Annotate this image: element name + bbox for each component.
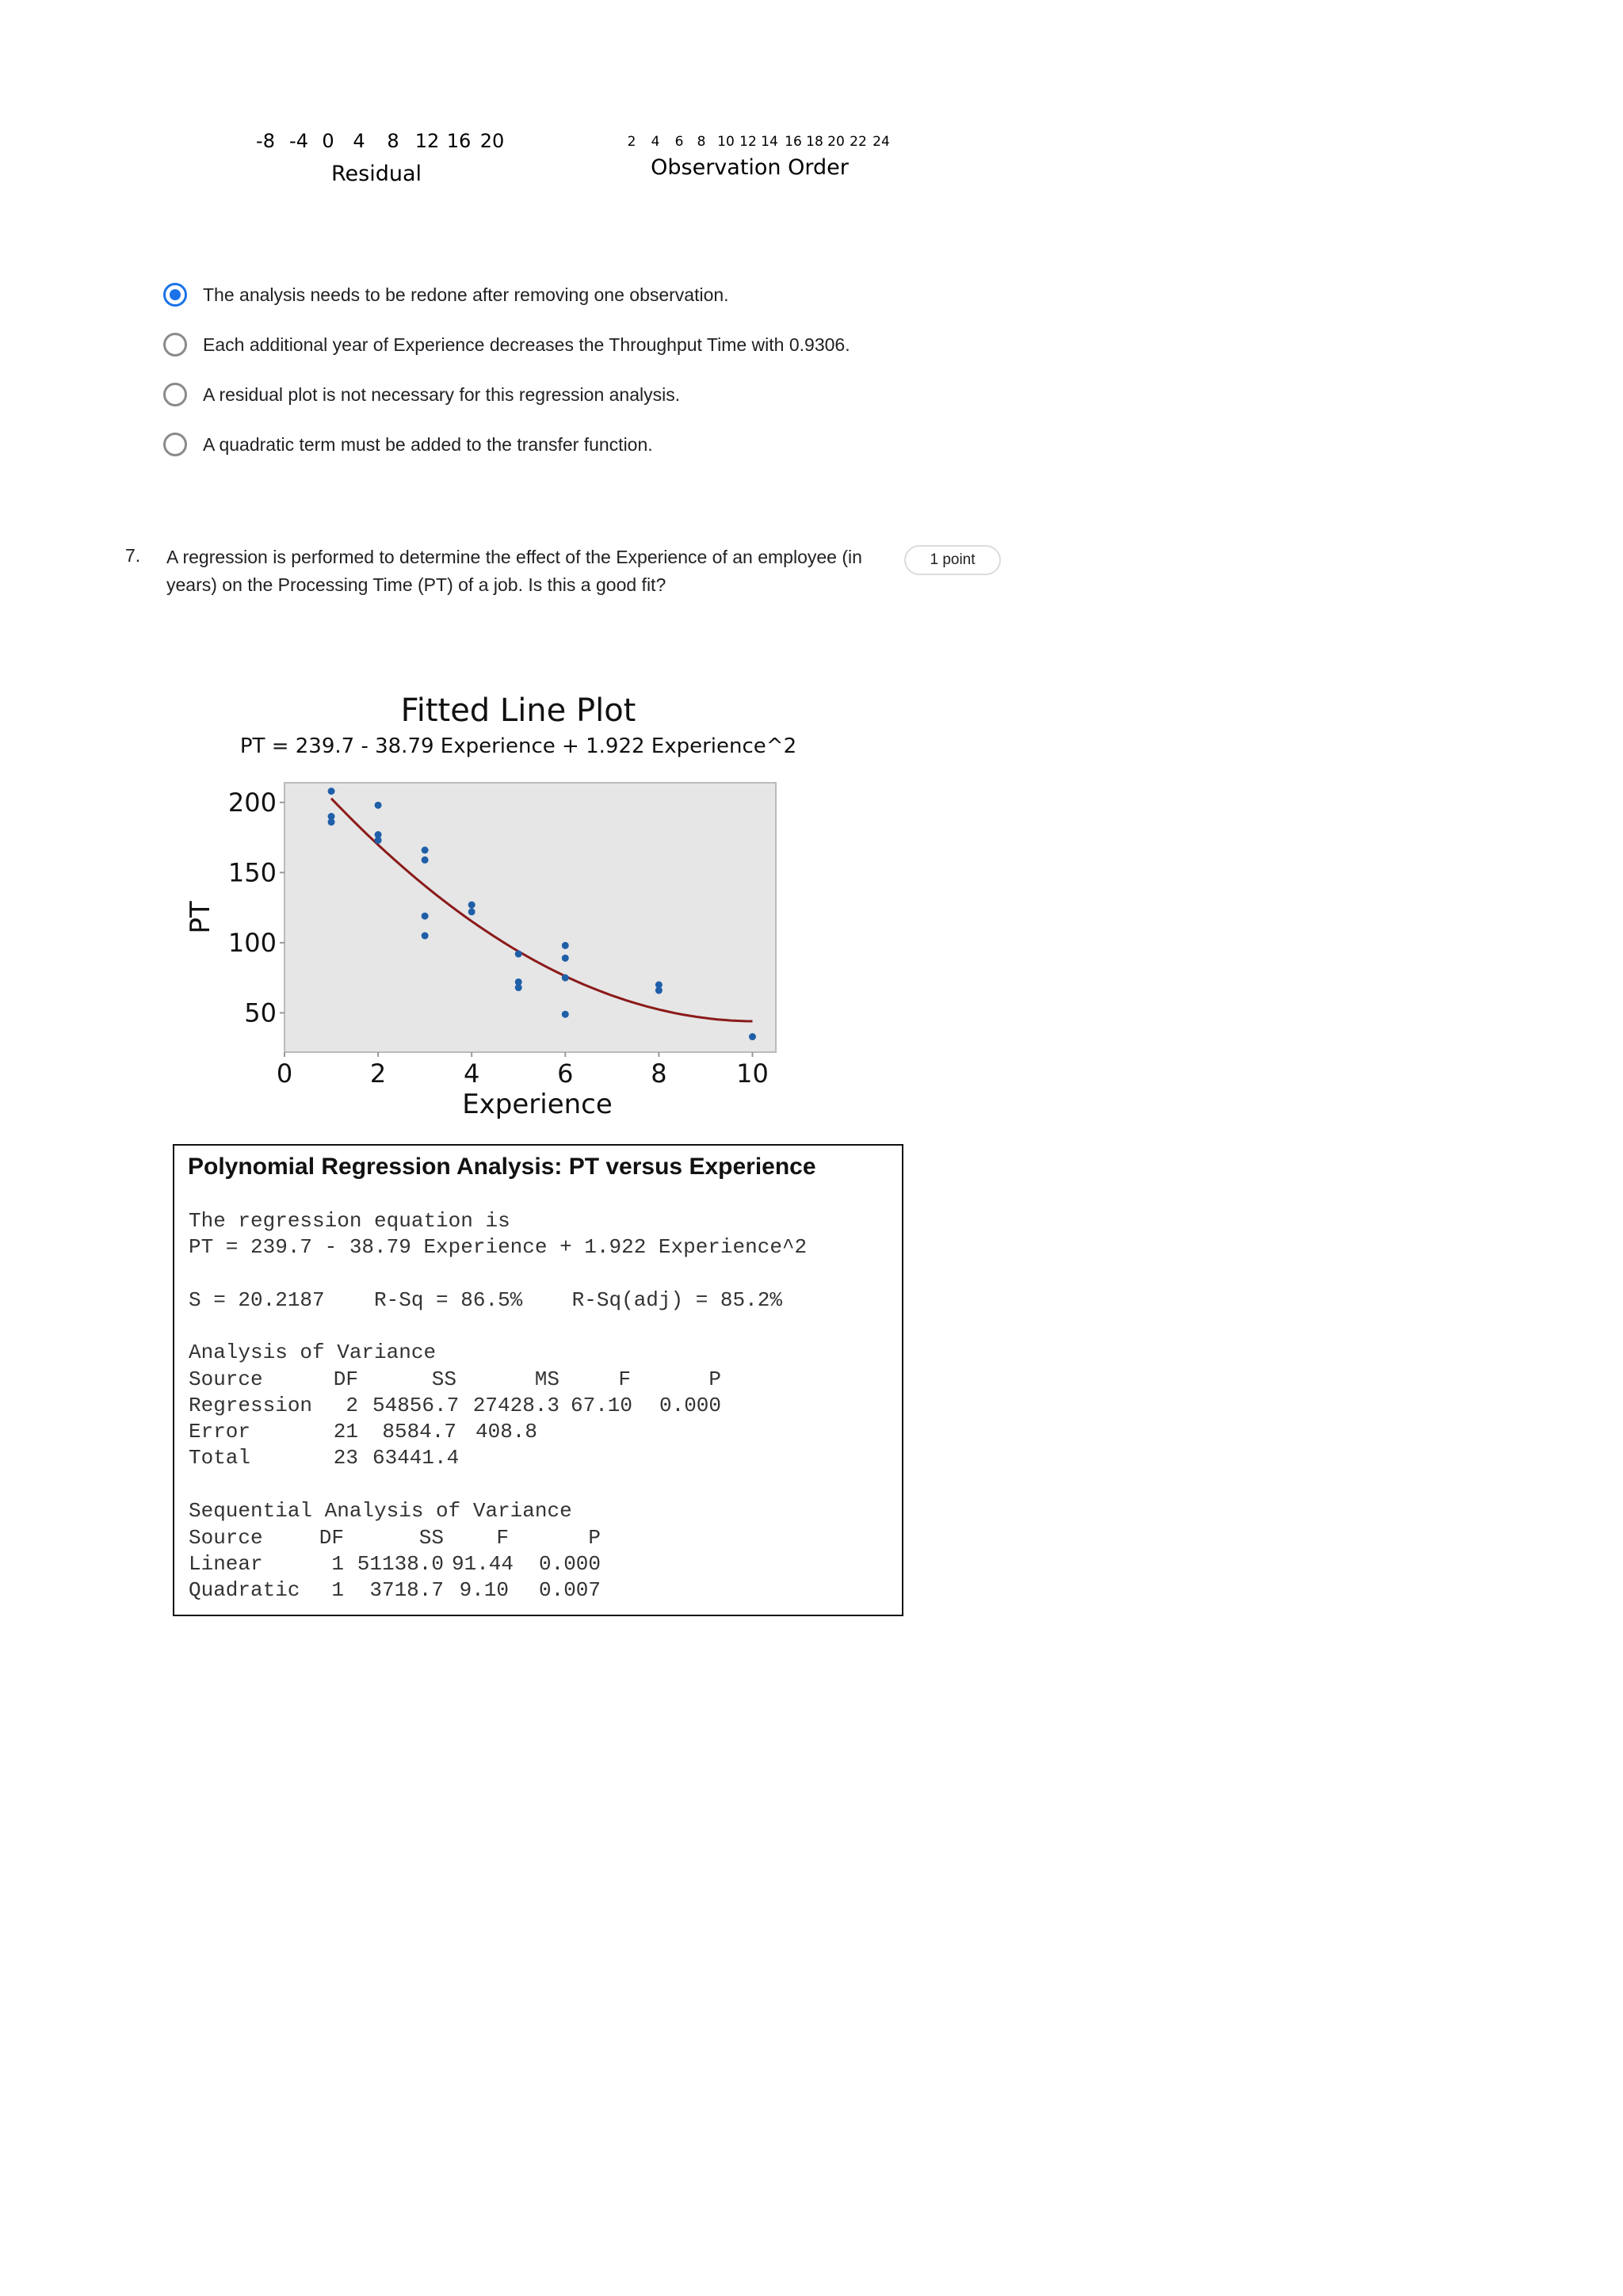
seq-cell: 3718.7	[369, 1578, 444, 1602]
data-point	[468, 908, 475, 915]
anova-cell: 2	[346, 1394, 358, 1417]
seq-cell: Linear	[189, 1552, 263, 1576]
seq-header: SS	[418, 1526, 444, 1550]
option-redo-analysis[interactable]	[163, 279, 729, 311]
anova-cell: 67.10	[571, 1394, 633, 1417]
data-point	[375, 802, 382, 809]
question-number: 7.	[125, 545, 141, 566]
order-axis-label: Observation Order	[651, 155, 849, 180]
residual-axis	[256, 130, 504, 186]
residual-tick: -4	[289, 130, 308, 152]
order-tick: 24	[873, 134, 890, 150]
y-axis	[228, 788, 285, 1028]
order-tick: 22	[850, 134, 867, 150]
x-tick-label: 4	[464, 1058, 480, 1089]
seq-header: Source	[189, 1526, 263, 1550]
order-tick: 10	[717, 134, 735, 150]
option-label: A residual plot is not necessary for this regression analysis.	[203, 383, 681, 405]
order-axis	[628, 134, 890, 180]
sequential-title: Sequential Analysis of Variance	[189, 1499, 572, 1523]
anova-cell: 63441.4	[372, 1446, 460, 1470]
plot-area	[285, 783, 776, 1052]
residual-tick: -8	[256, 130, 275, 152]
anova-cell: 408.8	[475, 1420, 537, 1444]
x-tick-label: 8	[651, 1058, 667, 1089]
x-axis	[277, 1052, 769, 1089]
data-point	[749, 1033, 756, 1040]
points-badge: 1 point	[904, 545, 1001, 575]
x-tick-label: 6	[557, 1058, 574, 1089]
anova-title: Analysis of Variance	[189, 1341, 437, 1364]
y-tick-label: 150	[227, 857, 277, 888]
x-tick-label: 10	[736, 1058, 769, 1089]
order-tick: 20	[827, 134, 845, 150]
chart-title: Fitted Line Plot	[400, 692, 636, 729]
anova-cell: 23	[333, 1446, 358, 1470]
anova-header: SS	[431, 1367, 456, 1391]
anova-header: DF	[333, 1367, 358, 1391]
seq-cell: 9.10	[459, 1578, 509, 1602]
residual-tick: 12	[414, 130, 440, 152]
data-point	[328, 818, 335, 826]
regression-output	[173, 1144, 903, 1616]
x-tick-label: 2	[369, 1058, 387, 1089]
anova-header: Source	[189, 1367, 263, 1391]
x-axis-label: Experience	[462, 1089, 613, 1120]
option-experience-decreases[interactable]	[163, 329, 850, 360]
anova-header: MS	[534, 1367, 559, 1391]
data-point	[328, 788, 335, 795]
seq-cell: 0.000	[538, 1552, 601, 1576]
order-tick: 12	[739, 134, 757, 150]
anova-header: P	[708, 1367, 721, 1391]
order-tick: 6	[674, 134, 684, 150]
residual-tick: 8	[387, 130, 399, 152]
order-tick: 2	[627, 134, 636, 150]
radio-button[interactable]	[163, 333, 187, 357]
regression-equation: PT = 239.7 - 38.79 Experience + 1.922 Experience^2	[189, 1235, 808, 1259]
residual-axis-label: Residual	[330, 162, 422, 186]
seq-cell: 91.44	[452, 1552, 514, 1576]
anova-cell: 27428.3	[472, 1394, 559, 1417]
data-point	[468, 902, 475, 909]
order-tick: 14	[761, 134, 778, 150]
anova-header: F	[618, 1367, 631, 1391]
residual-tick: 20	[479, 130, 505, 152]
option-residual-not-necessary[interactable]	[163, 379, 680, 410]
seq-cell: 0.007	[538, 1578, 601, 1602]
y-axis-label: PT	[185, 901, 216, 934]
data-point	[422, 933, 429, 940]
order-tick: 8	[697, 134, 706, 150]
x-tick-label: 0	[276, 1058, 293, 1089]
data-point	[422, 847, 429, 854]
data-point	[515, 984, 522, 991]
y-tick-label: 200	[227, 787, 277, 818]
fitted-line-plot	[143, 681, 856, 1125]
y-tick-label: 50	[244, 997, 277, 1028]
equation-intro: The regression equation is	[189, 1209, 510, 1233]
order-tick: 4	[651, 134, 660, 150]
option-label: The analysis needs to be redone after removing one observation.	[203, 284, 729, 305]
seq-cell: 51138.0	[357, 1552, 444, 1576]
y-tick-label: 100	[227, 927, 277, 958]
data-point	[375, 837, 382, 844]
anova-cell: Error	[189, 1420, 251, 1444]
question-text: A regression is performed to determine the effect of the Experience of an employee (in years) on the Processing Time (PT) of a job. Is this a good fit?	[166, 547, 862, 595]
data-point	[422, 856, 429, 864]
radio-button[interactable]	[163, 383, 187, 406]
option-label: Each additional year of Experience decreases the Throughput Time with 0.9306.	[203, 334, 850, 355]
data-point	[562, 1011, 569, 1018]
seq-cell: 1	[331, 1552, 344, 1576]
residual-tick: 0	[322, 130, 334, 152]
option-quadratic-term[interactable]	[163, 429, 653, 460]
radio-button[interactable]	[163, 283, 187, 307]
anova-cell: Regression	[189, 1394, 313, 1417]
order-tick: 16	[785, 134, 802, 150]
data-point	[422, 913, 429, 920]
anova-cell: Total	[189, 1446, 251, 1470]
output-title: Polynomial Regression Analysis: PT versus Experience	[188, 1154, 816, 1180]
anova-cell: 8584.7	[382, 1420, 456, 1444]
residual-tick: 4	[353, 130, 365, 152]
order-tick: 18	[806, 134, 823, 150]
radio-button[interactable]	[163, 433, 187, 456]
data-point	[515, 951, 522, 958]
data-point	[562, 955, 569, 962]
residual-tick: 16	[446, 130, 472, 152]
data-point	[655, 987, 663, 994]
data-point	[562, 942, 569, 949]
anova-cell: 54856.7	[372, 1394, 460, 1417]
option-label: A quadratic term must be added to the transfer function.	[203, 433, 653, 455]
fit-statistics: S = 20.2187 R-Sq = 86.5% R-Sq(adj) = 85.2%	[189, 1288, 782, 1312]
previous-figure-axes	[0, 119, 951, 198]
seq-header: DF	[319, 1526, 344, 1550]
anova-cell: 0.000	[659, 1394, 721, 1417]
anova-cell: 21	[333, 1420, 358, 1444]
seq-header: F	[496, 1526, 509, 1550]
seq-header: P	[588, 1526, 601, 1550]
seq-cell: 1	[331, 1578, 344, 1602]
data-point	[562, 974, 569, 982]
chart-subtitle: PT = 239.7 - 38.79 Experience + 1.922 Experience^2	[239, 734, 797, 758]
seq-cell: Quadratic	[189, 1578, 300, 1602]
